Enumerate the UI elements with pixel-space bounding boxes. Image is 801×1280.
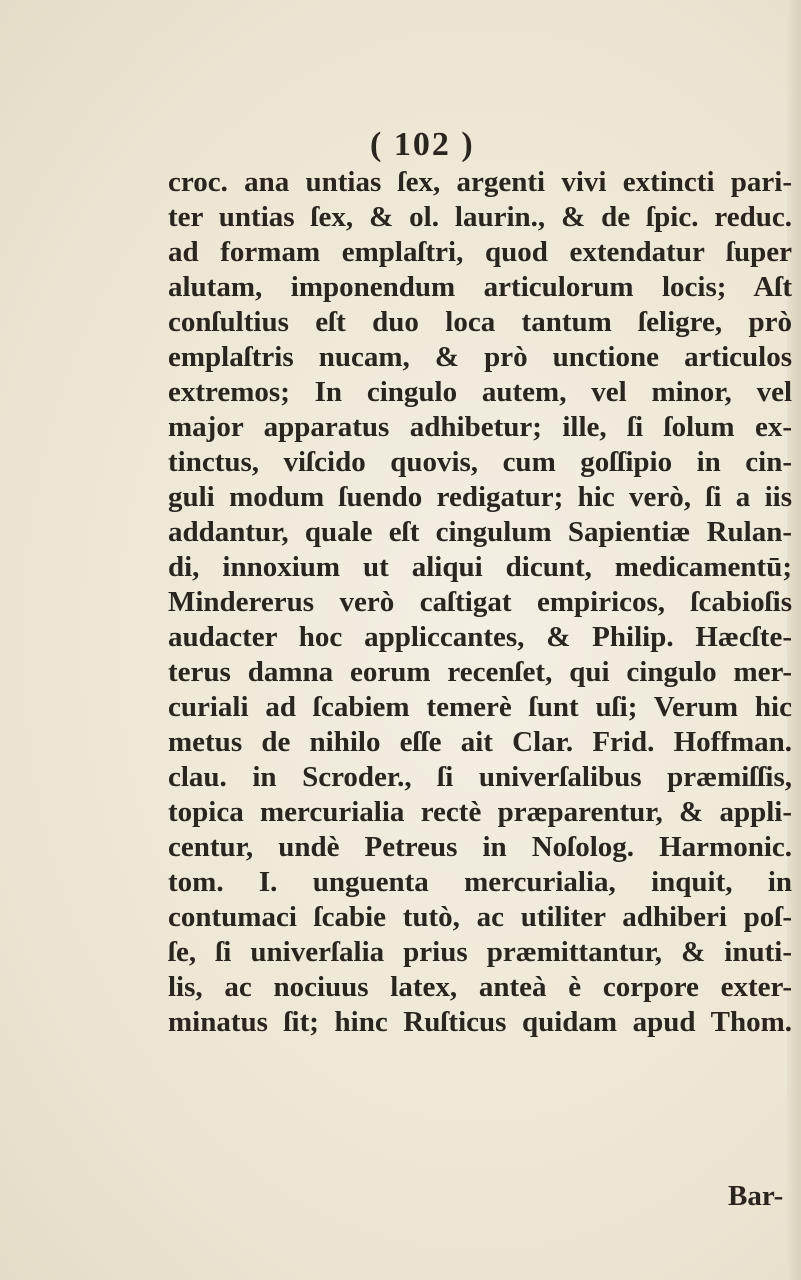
text-line: ter untias ſex, & ol. laurin., & de ſpic. reduc.	[168, 201, 792, 233]
text-line: audacter hoc appliccantes, & Philip. Hæcſte-	[168, 621, 792, 653]
text-line: alutam, imponendum articulorum locis; Aſt	[168, 271, 792, 303]
text-line: curiali ad ſcabiem temerè ſunt uſi; Verum hic	[168, 691, 792, 723]
text-line: ad formam emplaſtri, quod extendatur ſuper	[168, 236, 792, 268]
catchword: Bar-	[728, 1180, 784, 1212]
text-line: tinctus, viſcido quovis, cum goſſipio in cin-	[168, 446, 792, 478]
text-line: addantur, quale eſt cingulum Sapientiæ Rulan-	[168, 516, 792, 548]
text-line: di, innoxium ut aliqui dicunt, medicamentū;	[168, 551, 792, 583]
text-line: metus de nihilo eſſe ait Clar. Frid. Hoffman.	[168, 726, 792, 758]
text-line: conſultius eſt duo loca tantum ſeligre, prò	[168, 306, 792, 338]
text-line: ſe, ſi univerſalia prius præmittantur, & inuti-	[168, 936, 792, 968]
text-line: guli modum ſuendo redigatur; hic verò, ſi a iis	[168, 481, 792, 513]
body-text	[168, 165, 792, 1040]
text-line: lis, ac nociuus latex, anteà è corpore exter-	[168, 971, 792, 1003]
text-line: extremos; In cingulo autem, vel minor, vel	[168, 376, 792, 408]
text-line: minatus ſit; hinc Ruſticus quidam apud Thom.	[168, 1006, 792, 1038]
text-line: major apparatus adhibetur; ille, ſi ſolum ex-	[168, 411, 792, 443]
text-line: contumaci ſcabie tutò, ac utiliter adhiberi poſ-	[168, 901, 792, 933]
text-line: tom. I. unguenta mercurialia, inquit, in	[168, 866, 792, 898]
text-line: emplaſtris nucam, & prò unctione articulos	[168, 341, 792, 373]
text-line: croc. ana untias ſex, argenti vivi extincti pari-	[168, 166, 792, 198]
page-number: ( 102 )	[370, 126, 475, 163]
text-line: centur, undè Petreus in Noſolog. Harmonic.	[168, 831, 792, 863]
text-line: terus damna eorum recenſet, qui cingulo mer-	[168, 656, 792, 688]
text-line: topica mercurialia rectè præparentur, & appli-	[168, 796, 792, 828]
text-line: clau. in Scroder., ſi univerſalibus præmiſſis,	[168, 761, 792, 793]
text-line: Mindererus verò caſtigat empiricos, ſcabioſis	[168, 586, 792, 618]
